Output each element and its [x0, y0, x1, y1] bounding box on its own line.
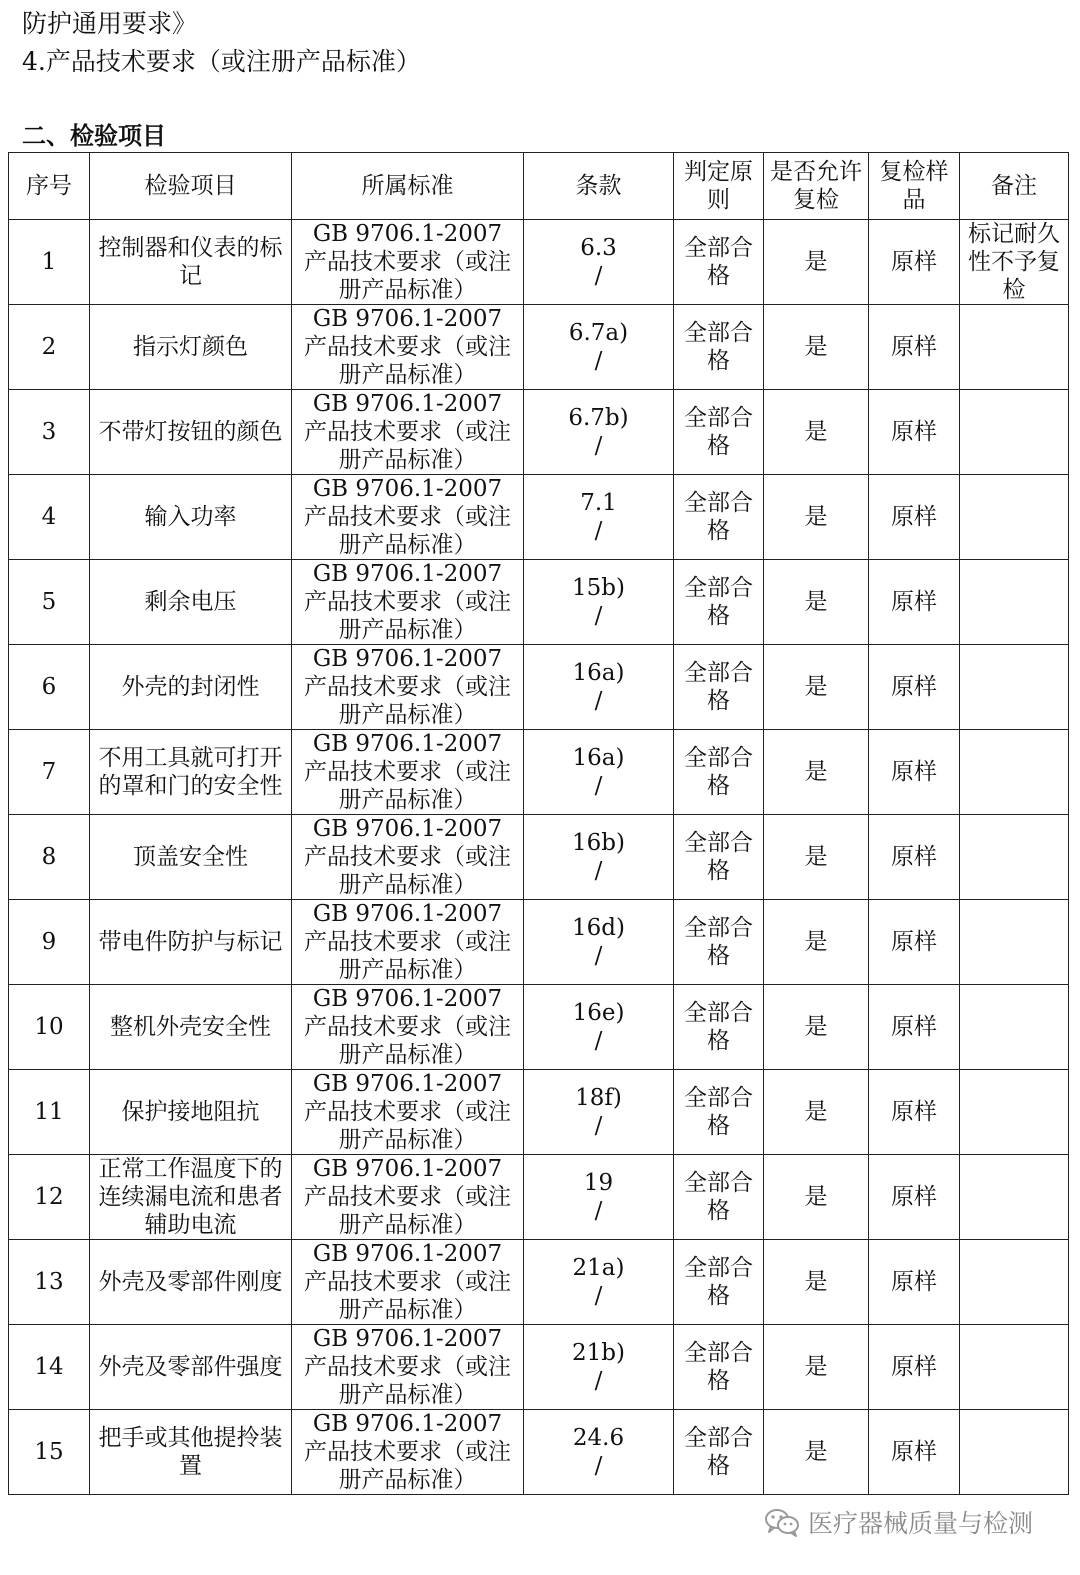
cell-clause [524, 645, 674, 730]
clause-slash: / [594, 688, 603, 714]
table-row [9, 1240, 1069, 1325]
cell-sample: 原样 [869, 220, 960, 305]
cell-sample: 原样 [869, 815, 960, 900]
cell-remark [960, 645, 1069, 730]
cell-judgment: 全部合格 [674, 815, 764, 900]
cell-judgment: 全部合格 [674, 985, 764, 1070]
clause-slash: / [594, 1028, 603, 1054]
cell-clause [524, 220, 674, 305]
cell-judgment: 全部合格 [674, 1410, 764, 1495]
cell-no: 5 [9, 560, 90, 645]
cell-sample: 原样 [869, 1070, 960, 1155]
cell-item: 指示灯颜色 [90, 305, 292, 390]
clause-number: 6.7b) [568, 405, 629, 431]
clause-number: 6.3 [580, 235, 617, 261]
cell-retest: 是 [764, 1155, 869, 1240]
cell-no: 11 [9, 1070, 90, 1155]
cell-sample: 原样 [869, 560, 960, 645]
header-retest: 是否允许复检 [764, 153, 869, 220]
cell-no: 8 [9, 815, 90, 900]
table-row [9, 815, 1069, 900]
section-title: 二、检验项目 [22, 122, 166, 150]
table-row [9, 1410, 1069, 1495]
cell-clause [524, 1240, 674, 1325]
table-row [9, 1070, 1069, 1155]
cell-clause [524, 1155, 674, 1240]
clause-number: 21b) [572, 1340, 625, 1366]
cell-remark [960, 1410, 1069, 1495]
cell-retest: 是 [764, 560, 869, 645]
clause-slash: / [594, 1198, 603, 1224]
cell-retest: 是 [764, 1325, 869, 1410]
cell-standard: GB 9706.1-2007 产品技术要求（或注册产品标准） [292, 560, 524, 645]
cell-judgment: 全部合格 [674, 645, 764, 730]
table-row [9, 730, 1069, 815]
clause-slash: / [594, 858, 603, 884]
cell-no: 4 [9, 475, 90, 560]
cell-item: 正常工作温度下的连续漏电流和患者辅助电流 [90, 1155, 292, 1240]
cell-no: 15 [9, 1410, 90, 1495]
cell-retest: 是 [764, 220, 869, 305]
cell-remark [960, 1325, 1069, 1410]
cell-item: 顶盖安全性 [90, 815, 292, 900]
table-row [9, 475, 1069, 560]
clause-slash: / [594, 263, 603, 289]
cell-no: 9 [9, 900, 90, 985]
cell-item: 剩余电压 [90, 560, 292, 645]
cell-sample: 原样 [869, 645, 960, 730]
cell-judgment: 全部合格 [674, 730, 764, 815]
cell-sample: 原样 [869, 730, 960, 815]
cell-standard: GB 9706.1-2007 产品技术要求（或注册产品标准） [292, 645, 524, 730]
clause-slash: / [594, 1368, 603, 1394]
table-row [9, 645, 1069, 730]
cell-judgment: 全部合格 [674, 560, 764, 645]
cell-item: 保护接地阻抗 [90, 1070, 292, 1155]
cell-item: 外壳的封闭性 [90, 645, 292, 730]
watermark-text: 医疗器械质量与检测 [808, 1509, 1034, 1538]
cell-clause [524, 985, 674, 1070]
cell-retest: 是 [764, 305, 869, 390]
header-sample: 复检样品 [869, 153, 960, 220]
header-remark: 备注 [960, 153, 1069, 220]
cell-no: 10 [9, 985, 90, 1070]
cell-retest: 是 [764, 390, 869, 475]
header-standard: 所属标准 [292, 153, 524, 220]
clause-number: 16a) [572, 660, 625, 686]
cell-remark [960, 1070, 1069, 1155]
cell-retest: 是 [764, 985, 869, 1070]
cell-standard: GB 9706.1-2007 产品技术要求（或注册产品标准） [292, 220, 524, 305]
inspection-table [8, 152, 1069, 1495]
cell-retest: 是 [764, 1410, 869, 1495]
cell-clause [524, 475, 674, 560]
cell-retest: 是 [764, 1240, 869, 1325]
header-clause: 条款 [524, 153, 674, 220]
table-row [9, 1325, 1069, 1410]
cell-judgment: 全部合格 [674, 1155, 764, 1240]
clause-number: 15b) [572, 575, 625, 601]
cell-item: 把手或其他提拎装置 [90, 1410, 292, 1495]
cell-remark [960, 1240, 1069, 1325]
cell-no: 2 [9, 305, 90, 390]
cell-clause [524, 390, 674, 475]
cell-retest: 是 [764, 645, 869, 730]
cell-retest: 是 [764, 730, 869, 815]
cell-sample: 原样 [869, 1155, 960, 1240]
cell-remark [960, 985, 1069, 1070]
table-body [9, 220, 1069, 1495]
cell-clause [524, 560, 674, 645]
clause-slash: / [594, 1283, 603, 1309]
cell-sample: 原样 [869, 1240, 960, 1325]
clause-slash: / [594, 433, 603, 459]
cell-remark: 标记耐久性不予复检 [960, 220, 1069, 305]
cell-clause [524, 1070, 674, 1155]
cell-standard: GB 9706.1-2007 产品技术要求（或注册产品标准） [292, 1070, 524, 1155]
cell-judgment: 全部合格 [674, 1240, 764, 1325]
cell-sample: 原样 [869, 1325, 960, 1410]
cell-standard: GB 9706.1-2007 产品技术要求（或注册产品标准） [292, 305, 524, 390]
clause-slash: / [594, 773, 603, 799]
cell-retest: 是 [764, 900, 869, 985]
clause-slash: / [594, 518, 603, 544]
cell-remark [960, 475, 1069, 560]
cell-clause [524, 815, 674, 900]
clause-slash: / [594, 1453, 603, 1479]
cell-no: 3 [9, 390, 90, 475]
cell-remark [960, 815, 1069, 900]
cell-no: 7 [9, 730, 90, 815]
clause-slash: / [594, 943, 603, 969]
cell-clause [524, 730, 674, 815]
cell-item: 输入功率 [90, 475, 292, 560]
clause-number: 16e) [572, 1000, 625, 1026]
cell-no: 13 [9, 1240, 90, 1325]
cell-item: 整机外壳安全性 [90, 985, 292, 1070]
cell-clause [524, 305, 674, 390]
cell-remark [960, 1155, 1069, 1240]
cell-standard: GB 9706.1-2007 产品技术要求（或注册产品标准） [292, 1155, 524, 1240]
cell-retest: 是 [764, 475, 869, 560]
table-row [9, 220, 1069, 305]
cell-standard: GB 9706.1-2007 产品技术要求（或注册产品标准） [292, 730, 524, 815]
cell-sample: 原样 [869, 390, 960, 475]
cell-clause [524, 900, 674, 985]
table-header-row [9, 153, 1069, 220]
cell-no: 12 [9, 1155, 90, 1240]
clause-number: 7.1 [580, 490, 617, 516]
cell-sample: 原样 [869, 305, 960, 390]
cell-standard: GB 9706.1-2007 产品技术要求（或注册产品标准） [292, 1240, 524, 1325]
cell-standard: GB 9706.1-2007 产品技术要求（或注册产品标准） [292, 390, 524, 475]
clause-number: 16d) [572, 915, 625, 941]
cell-standard: GB 9706.1-2007 产品技术要求（或注册产品标准） [292, 900, 524, 985]
table-row [9, 560, 1069, 645]
clause-number: 6.7a) [568, 320, 629, 346]
cell-remark [960, 560, 1069, 645]
cell-sample: 原样 [869, 900, 960, 985]
table-row [9, 390, 1069, 475]
cell-remark [960, 390, 1069, 475]
cell-judgment: 全部合格 [674, 305, 764, 390]
cell-remark [960, 305, 1069, 390]
cell-clause [524, 1410, 674, 1495]
header-item: 检验项目 [90, 153, 292, 220]
cell-item: 带电件防护与标记 [90, 900, 292, 985]
cell-item: 不带灯按钮的颜色 [90, 390, 292, 475]
cell-item: 外壳及零部件强度 [90, 1325, 292, 1410]
table-row [9, 985, 1069, 1070]
cell-judgment: 全部合格 [674, 475, 764, 560]
cell-no: 14 [9, 1325, 90, 1410]
intro-line-1: 防护通用要求》 [22, 9, 198, 38]
intro-line-2: 4.产品技术要求（或注册产品标准） [22, 47, 421, 76]
clause-number: 19 [583, 1170, 614, 1196]
cell-retest: 是 [764, 815, 869, 900]
clause-number: 16b) [572, 830, 625, 856]
clause-slash: / [594, 348, 603, 374]
wechat-icon [764, 1507, 800, 1537]
clause-slash: / [594, 603, 603, 629]
cell-judgment: 全部合格 [674, 1070, 764, 1155]
clause-number: 24.6 [572, 1425, 625, 1451]
cell-standard: GB 9706.1-2007 产品技术要求（或注册产品标准） [292, 475, 524, 560]
clause-slash: / [594, 1113, 603, 1139]
cell-remark [960, 730, 1069, 815]
table-row [9, 900, 1069, 985]
cell-sample: 原样 [869, 475, 960, 560]
cell-judgment: 全部合格 [674, 1325, 764, 1410]
header-no: 序号 [9, 153, 90, 220]
cell-judgment: 全部合格 [674, 390, 764, 475]
cell-no: 6 [9, 645, 90, 730]
cell-standard: GB 9706.1-2007 产品技术要求（或注册产品标准） [292, 1325, 524, 1410]
cell-sample: 原样 [869, 1410, 960, 1495]
cell-clause [524, 1325, 674, 1410]
table-row [9, 1155, 1069, 1240]
cell-item: 不用工具就可打开的罩和门的安全性 [90, 730, 292, 815]
table-row [9, 305, 1069, 390]
cell-sample: 原样 [869, 985, 960, 1070]
cell-item: 外壳及零部件刚度 [90, 1240, 292, 1325]
cell-judgment: 全部合格 [674, 900, 764, 985]
cell-remark [960, 900, 1069, 985]
cell-no: 1 [9, 220, 90, 305]
header-judgment: 判定原则 [674, 153, 764, 220]
watermark [764, 1505, 1033, 1539]
clause-number: 21a) [572, 1255, 625, 1281]
cell-retest: 是 [764, 1070, 869, 1155]
cell-standard: GB 9706.1-2007 产品技术要求（或注册产品标准） [292, 985, 524, 1070]
cell-item: 控制器和仪表的标记 [90, 220, 292, 305]
clause-number: 18f) [575, 1085, 622, 1111]
cell-standard: GB 9706.1-2007 产品技术要求（或注册产品标准） [292, 1410, 524, 1495]
cell-judgment: 全部合格 [674, 220, 764, 305]
cell-standard: GB 9706.1-2007 产品技术要求（或注册产品标准） [292, 815, 524, 900]
clause-number: 16a) [572, 745, 625, 771]
